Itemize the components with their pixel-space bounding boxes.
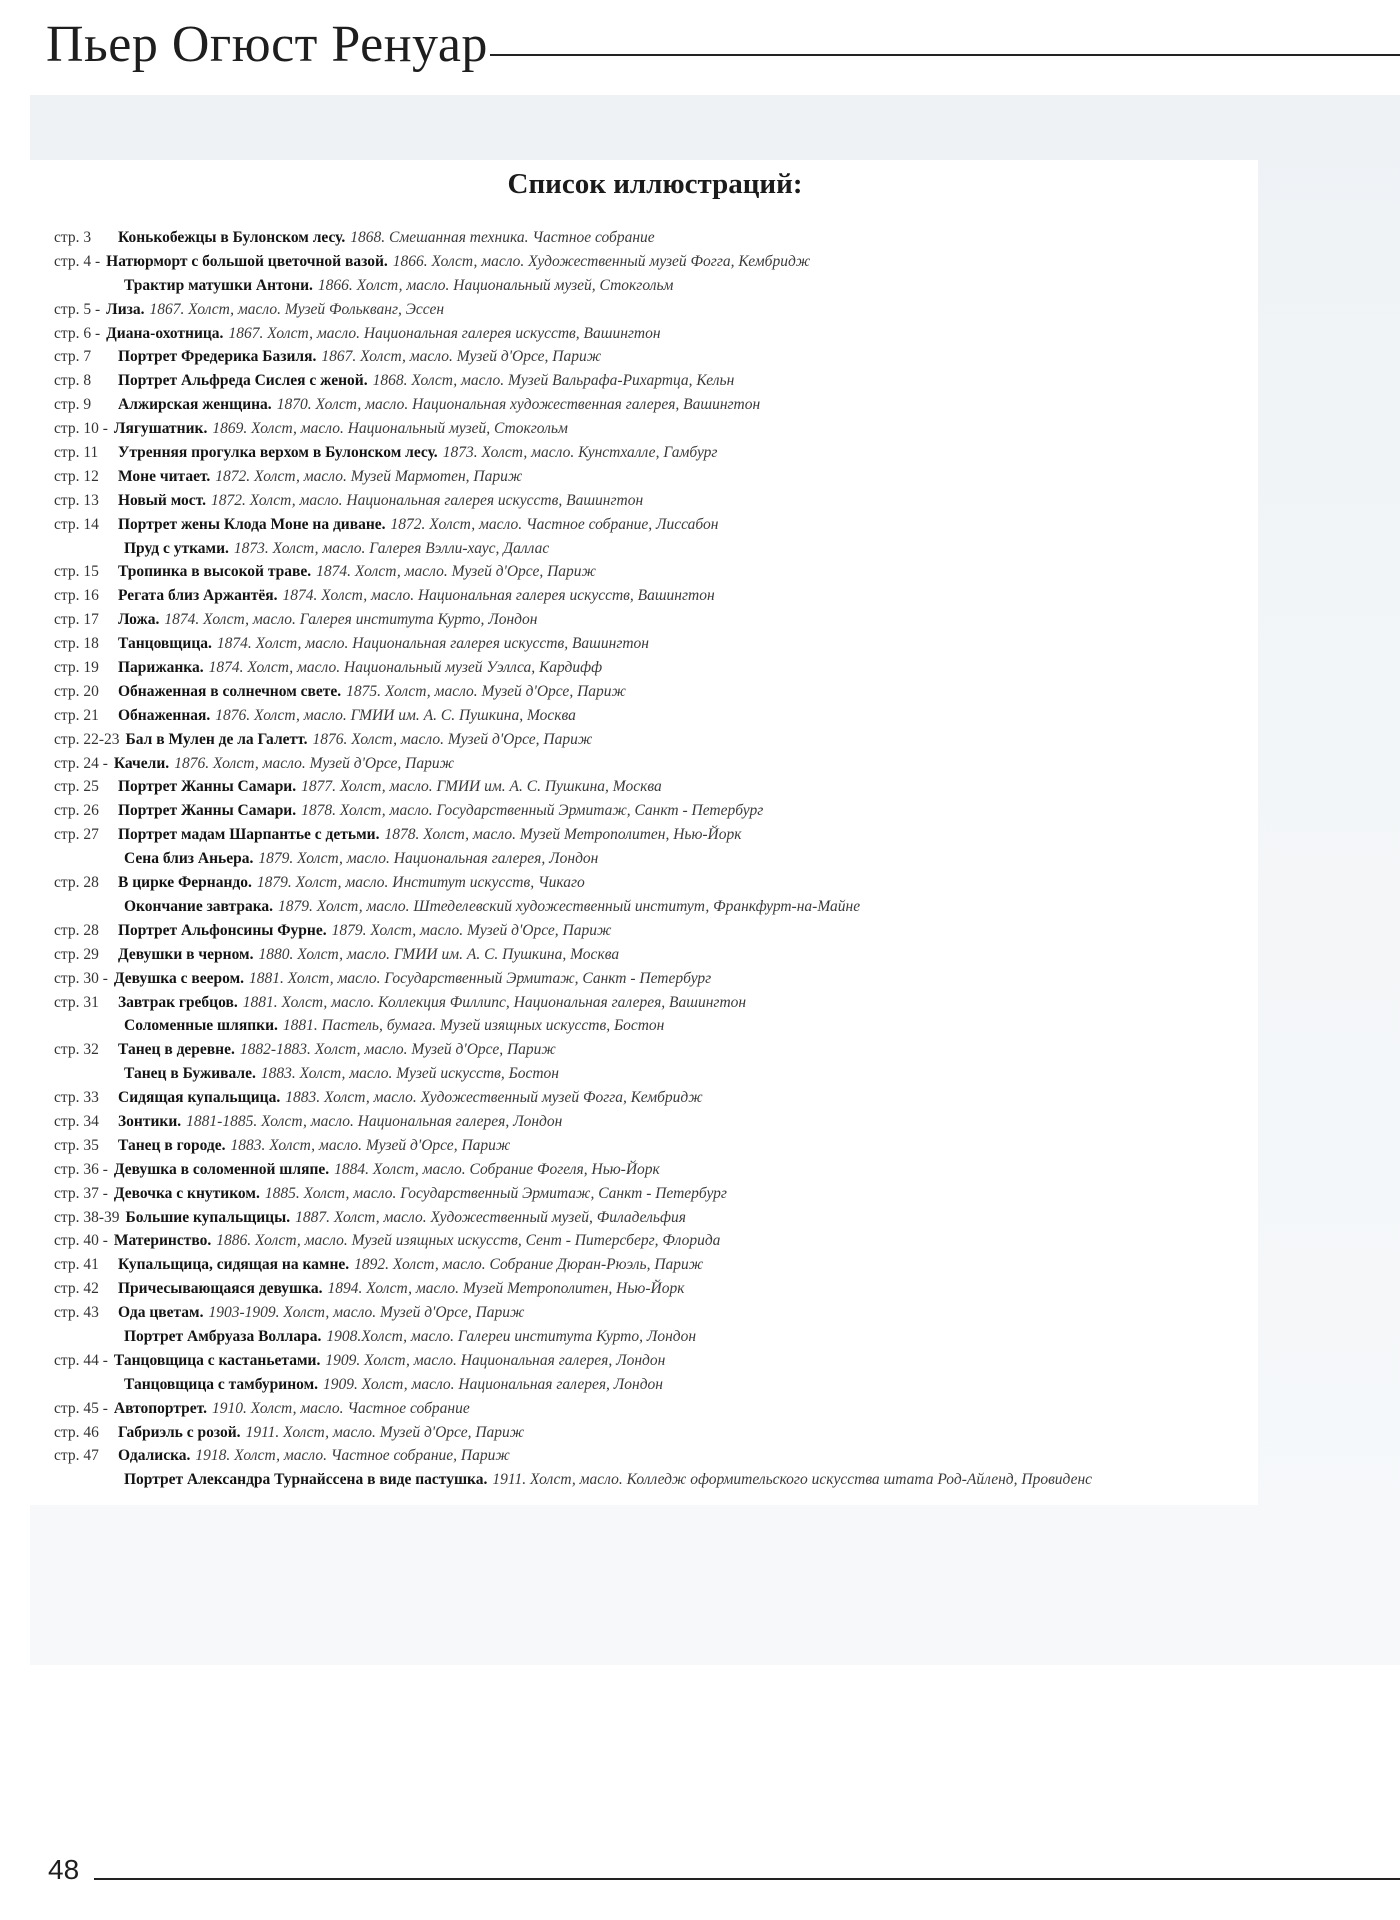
list-item [54, 1014, 1264, 1038]
page-ref: стр. 11 [54, 444, 99, 462]
artwork-title: Портрет мадам Шарпантье с детьми. [118, 826, 380, 844]
artwork-details: 1918. Холст, масло. Частное собрание, Париж [195, 1447, 510, 1465]
artwork-title: Трактир матушки Антони. [124, 276, 313, 294]
artwork-title: Парижанка. [118, 659, 204, 677]
list-item [54, 1373, 1264, 1397]
list-item [54, 823, 1264, 847]
artwork-title: Материнство. [113, 1232, 212, 1250]
artwork-details: 1883. Холст, масло. Художественный музей Фогга, Кембридж [285, 1089, 703, 1107]
artwork-details: 1880. Холст, масло. ГМИИ им. А. С. Пушкина, Москва [258, 945, 620, 963]
artwork-title: Соломенные шляпки. [124, 1017, 278, 1035]
page-ref: стр. 22-23 [54, 730, 120, 748]
page-ref: стр. 30 - [54, 969, 108, 987]
artwork-details: 1884. Холст, масло. Собрание Фогеля, Нью-Йорк [334, 1160, 660, 1178]
artwork-title: Натюрморт с большой цветочной вазой. [106, 252, 388, 270]
page-header [0, 0, 1400, 90]
list-item [54, 322, 1264, 346]
page-ref: стр. 24 - [54, 754, 108, 772]
artwork-title: Танец в городе. [118, 1136, 226, 1154]
page-ref: стр. 26 [54, 802, 99, 820]
artwork-details: 1876. Холст, масло. ГМИИ им. А. С. Пушкина, Москва [215, 706, 576, 724]
list-item [54, 417, 1264, 441]
page-ref: стр. 28 [54, 921, 99, 939]
list-item [54, 728, 1264, 752]
artwork-title: Девушки в черном. [118, 945, 254, 963]
artwork-details: 1879. Холст, масло. Штеделевский художественный институт, Франкфурт-на-Майне [278, 897, 861, 915]
page-ref: стр. 32 [54, 1041, 99, 1059]
artwork-details: 1869. Холст, масло. Национальный музей, Стокгольм [212, 420, 568, 438]
list-item [54, 1182, 1264, 1206]
page-ref: стр. 31 [54, 993, 99, 1011]
artwork-details: 1866. Холст, масло. Национальный музей, Стокгольм [317, 276, 674, 294]
artwork-title: Портрет Альфонсины Фурне. [118, 921, 327, 939]
page-ref: стр. 18 [54, 635, 99, 653]
artwork-title: Регата близ Аржантёя. [118, 587, 278, 605]
page-ref: стр. 35 [54, 1136, 99, 1154]
header-rule [490, 54, 1400, 56]
list-item [54, 298, 1264, 322]
list-item [54, 584, 1264, 608]
list-item [54, 1397, 1264, 1421]
list-item [54, 1444, 1264, 1468]
artwork-details: 1879. Холст, масло. Институт искусств, Чикаго [256, 874, 585, 892]
list-item [54, 1134, 1264, 1158]
artwork-details: 1872. Холст, масло. Национальная галерея искусств, Вашингтон [211, 491, 644, 509]
list-item [54, 1468, 1264, 1492]
artwork-details: 1911. Холст, масло. Колледж оформительского искусства штата Род-Айленд, Провиденс [492, 1471, 1093, 1489]
artwork-details: 1870. Холст, масло. Национальная художественная галерея, Вашингтон [276, 396, 761, 414]
list-item [54, 250, 1264, 274]
artwork-details: 1878. Холст, масло. Государственный Эрмитаж, Санкт - Петербург [301, 802, 764, 820]
artwork-title: Девушка в соломенной шляпе. [113, 1160, 330, 1178]
artwork-details: 1866. Холст, масло. Художественный музей Фогга, Кембридж [392, 252, 811, 270]
book-title: Пьер Огюст Ренуар [46, 16, 488, 73]
list-item [54, 1421, 1264, 1445]
artwork-title: Танцовщица с тамбурином. [124, 1375, 319, 1393]
list-item [54, 274, 1264, 298]
artwork-details: 1867. Холст, масло. Музей д'Орсе, Париж [321, 348, 602, 366]
artwork-details: 1909. Холст, масло. Национальная галерея, Лондон [325, 1351, 666, 1369]
page-ref: стр. 4 - [54, 252, 101, 270]
artwork-title: Портрет Альфреда Сислея с женой. [118, 372, 368, 390]
artwork-details: 1874. Холст, масло. Национальный музей Уэллса, Кардифф [208, 659, 603, 677]
list-item [54, 465, 1264, 489]
artwork-title: Завтрак гребцов. [118, 993, 238, 1011]
list-title: Список иллюстраций: [507, 168, 803, 200]
list-item [54, 1301, 1264, 1325]
artwork-title: Танец в Буживале. [124, 1065, 256, 1083]
page-ref: стр. 45 - [54, 1399, 108, 1417]
artwork-details: 1867. Холст, масло. Национальная галерея искусств, Вашингтон [228, 324, 661, 342]
list-item [54, 1062, 1264, 1086]
page-ref: стр. 43 [54, 1304, 99, 1322]
list-item [54, 895, 1264, 919]
artwork-title: Конькобежцы в Булонском лесу. [118, 229, 346, 246]
artwork-title: В цирке Фернандо. [118, 874, 252, 892]
list-item [54, 871, 1264, 895]
list-item [54, 489, 1264, 513]
page-ref: стр. 17 [54, 611, 99, 629]
artwork-details: 1868. Холст, масло. Музей Вальрафа-Рихартца, Кельн [372, 372, 735, 390]
artwork-title: Моне читает. [118, 467, 211, 485]
artwork-title: Диана-охотница. [106, 324, 224, 342]
list-item [54, 393, 1264, 417]
list-item [54, 560, 1264, 584]
artwork-title: Танец в деревне. [118, 1041, 235, 1059]
artwork-title: Большие купальщицы. [125, 1208, 291, 1226]
list-item [54, 680, 1264, 704]
artwork-details: 1903-1909. Холст, масло. Музей д'Орсе, Париж [208, 1304, 525, 1322]
page-ref: стр. 37 - [54, 1184, 108, 1202]
page-ref: стр. 47 [54, 1447, 99, 1465]
artwork-details: 1872. Холст, масло. Частное собрание, Лиссабон [390, 515, 719, 533]
page-ref: стр. 21 [54, 706, 99, 724]
artwork-details: 1892. Холст, масло. Собрание Дюран-Рюэль, Париж [354, 1256, 704, 1274]
list-item [54, 1277, 1264, 1301]
page-ref: стр. 29 [54, 945, 99, 963]
artwork-details: 1877. Холст, масло. ГМИИ им. А. С. Пушкина, Москва [301, 778, 662, 796]
page-ref: стр. 16 [54, 587, 99, 605]
artwork-title: Портрет Жанны Самари. [118, 778, 297, 796]
page-ref: стр. 6 - [54, 324, 101, 342]
artwork-title: Утренняя прогулка верхом в Булонском лесу. [118, 444, 438, 462]
artwork-title: Габриэль с розой. [118, 1423, 241, 1441]
page-ref: стр. 33 [54, 1089, 99, 1107]
artwork-title: Купальщица, сидящая на камне. [118, 1256, 350, 1274]
artwork-title: Ода цветам. [118, 1304, 204, 1322]
artwork-details: 1883. Холст, масло. Музей искусств, Бостон [260, 1065, 559, 1083]
list-item [54, 1110, 1264, 1134]
artwork-title: Качели. [113, 754, 170, 772]
artwork-title: Лиза. [106, 300, 145, 318]
artwork-details: 1910. Холст, масло. Частное собрание [211, 1399, 470, 1417]
artwork-details: 1876. Холст, масло. Музей д'Орсе, Париж [312, 730, 593, 748]
list-item [54, 1206, 1264, 1230]
artwork-details: 1879. Холст, масло. Музей д'Орсе, Париж [331, 921, 612, 939]
list-item [54, 991, 1264, 1015]
list-item [54, 656, 1264, 680]
page-ref: стр. 8 [54, 372, 92, 390]
artwork-title: Портрет жены Клода Моне на диване. [118, 515, 386, 533]
page-number: 48 [48, 1854, 80, 1885]
list-item [54, 1158, 1264, 1182]
page-ref: стр. 34 [54, 1112, 99, 1130]
artwork-details: 1876. Холст, масло. Музей д'Орсе, Париж [174, 754, 454, 772]
list-item [54, 752, 1264, 776]
artwork-title: Одалиска. [118, 1447, 191, 1465]
artwork-title: Портрет Амбруаза Воллара. [124, 1327, 322, 1345]
artwork-details: 1874. Холст, масло. Национальная галерея искусств, Вашингтон [282, 587, 715, 605]
page-ref: стр. 15 [54, 563, 99, 581]
artwork-details: 1873. Холст, масло. Кунстхалле, Гамбург [442, 444, 718, 462]
artwork-details: 1868. Смешанная техника. Частное собрание [350, 229, 655, 246]
artwork-title: Тропинка в высокой траве. [118, 563, 312, 581]
list-item [54, 1086, 1264, 1110]
page-ref: стр. 46 [54, 1423, 99, 1441]
artwork-title: Обнаженная в солнечном свете. [118, 682, 342, 700]
artwork-details: 1881. Холст, масло. Коллекция Филлипс, Национальная галерея, Вашингтон [242, 993, 747, 1011]
list-item [54, 608, 1264, 632]
artwork-details: 1879. Холст, масло. Национальная галерея, Лондон [258, 850, 599, 868]
artwork-title: Лягушатник. [113, 420, 208, 438]
artwork-details: 1885. Холст, масло. Государственный Эрмитаж, Санкт - Петербург [264, 1184, 727, 1202]
page-ref: стр. 40 - [54, 1232, 108, 1250]
artwork-title: Танцовщица с кастаньетами. [113, 1351, 321, 1369]
page-ref: стр. 19 [54, 659, 99, 677]
list-item [54, 632, 1264, 656]
list-item [54, 704, 1264, 728]
list-item [54, 537, 1264, 561]
list-item [54, 943, 1264, 967]
list-item [54, 345, 1264, 369]
artwork-title: Обнаженная. [118, 706, 211, 724]
page-ref: стр. 5 - [54, 300, 101, 318]
artwork-title: Портрет Жанны Самари. [118, 802, 297, 820]
list-item [54, 1253, 1264, 1277]
list-item [54, 775, 1264, 799]
page-ref: стр. 28 [54, 874, 99, 892]
page-ref: стр. 27 [54, 826, 99, 844]
list-item [54, 967, 1264, 991]
artwork-title: Портрет Фредерика Базиля. [118, 348, 317, 366]
artwork-title: Бал в Мулен де ла Галетт. [125, 730, 308, 748]
artwork-details: 1894. Холст, масло. Музей Метрополитен, Нью-Йорк [327, 1280, 685, 1298]
page-ref: стр. 13 [54, 491, 99, 509]
page-ref: стр. 9 [54, 396, 92, 414]
artwork-details: 1883. Холст, масло. Музей д'Орсе, Париж [230, 1136, 511, 1154]
page-ref: стр. 20 [54, 682, 99, 700]
page-ref: стр. 36 - [54, 1160, 108, 1178]
artwork-title: Окончание завтрака. [124, 897, 274, 915]
artwork-title: Пруд с утками. [124, 539, 229, 557]
artwork-details: 1874. Холст, масло. Галерея института Курто, Лондон [164, 611, 538, 629]
artwork-details: 1881-1885. Холст, масло. Национальная галерея, Лондон [186, 1112, 563, 1130]
list-item [54, 919, 1264, 943]
list-item [54, 847, 1264, 871]
page-ref: стр. 25 [54, 778, 99, 796]
artwork-details: 1886. Холст, масло. Музей изящных искусств, Сент - Питерсберг, Флорида [216, 1232, 721, 1250]
page-ref: стр. 41 [54, 1256, 99, 1274]
footer-rule [94, 1878, 1400, 1880]
list-item [54, 799, 1264, 823]
artwork-details: 1881. Пастель, бумага. Музей изящных искусств, Бостон [282, 1017, 665, 1035]
page-ref: стр. 3 [54, 229, 92, 246]
artwork-details: 1887. Холст, масло. Художественный музей, Филадельфия [295, 1208, 686, 1226]
artwork-title: Танцовщица. [118, 635, 212, 653]
list-item [54, 1325, 1264, 1349]
list-item [54, 513, 1264, 537]
list-item [54, 441, 1264, 465]
artwork-title: Автопортрет. [113, 1399, 207, 1417]
artwork-title: Девушка с веером. [113, 969, 245, 987]
list-item [54, 1038, 1264, 1062]
page-ref: стр. 7 [54, 348, 92, 366]
list-item [54, 1229, 1264, 1253]
artwork-title: Ложа. [118, 611, 160, 629]
page-ref: стр. 12 [54, 467, 99, 485]
artwork-title: Причесывающаяся девушка. [118, 1280, 323, 1298]
artwork-details: 1874. Холст, масло. Национальная галерея искусств, Вашингтон [216, 635, 649, 653]
page-ref: стр. 44 - [54, 1351, 108, 1369]
page-ref: стр. 10 - [54, 420, 108, 438]
list-item [54, 226, 1264, 250]
page-ref: стр. 14 [54, 515, 99, 533]
artwork-title: Портрет Александра Турнайссена в виде пастушка. [124, 1471, 488, 1489]
artwork-details: 1867. Холст, масло. Музей Фолькванг, Эссен [149, 300, 445, 318]
artwork-details: 1873. Холст, масло. Галерея Вэлли-хаус, Даллас [233, 539, 550, 557]
illustration-list [54, 226, 1264, 1492]
artwork-details: 1872. Холст, масло. Музей Мармотен, Париж [215, 467, 523, 485]
page-ref: стр. 42 [54, 1280, 99, 1298]
artwork-details: 1909. Холст, масло. Национальная галерея, Лондон [323, 1375, 664, 1393]
artwork-details: 1878. Холст, масло. Музей Метрополитен, Нью-Йорк [384, 826, 742, 844]
artwork-title: Сена близ Аньера. [124, 850, 254, 868]
artwork-details: 1881. Холст, масло. Государственный Эрмитаж, Санкт - Петербург [249, 969, 712, 987]
artwork-details: 1882-1883. Холст, масло. Музей д'Орсе, Париж [239, 1041, 556, 1059]
page-ref: стр. 38-39 [54, 1208, 120, 1226]
artwork-title: Девочка с кнутиком. [113, 1184, 260, 1202]
list-item [54, 1349, 1264, 1373]
artwork-details: 1875. Холст, масло. Музей д'Орсе, Париж [346, 682, 626, 700]
artwork-details: 1911. Холст, масло. Музей д'Орсе, Париж [245, 1423, 525, 1441]
artwork-title: Алжирская женщина. [118, 396, 272, 414]
artwork-title: Сидящая купальщица. [118, 1089, 281, 1107]
artwork-details: 1874. Холст, масло. Музей д'Орсе, Париж [316, 563, 596, 581]
list-item [54, 369, 1264, 393]
artwork-title: Новый мост. [118, 491, 207, 509]
artwork-details: 1908.Холст, масло. Галереи института Курто, Лондон [326, 1327, 697, 1345]
artwork-title: Зонтики. [118, 1112, 182, 1130]
